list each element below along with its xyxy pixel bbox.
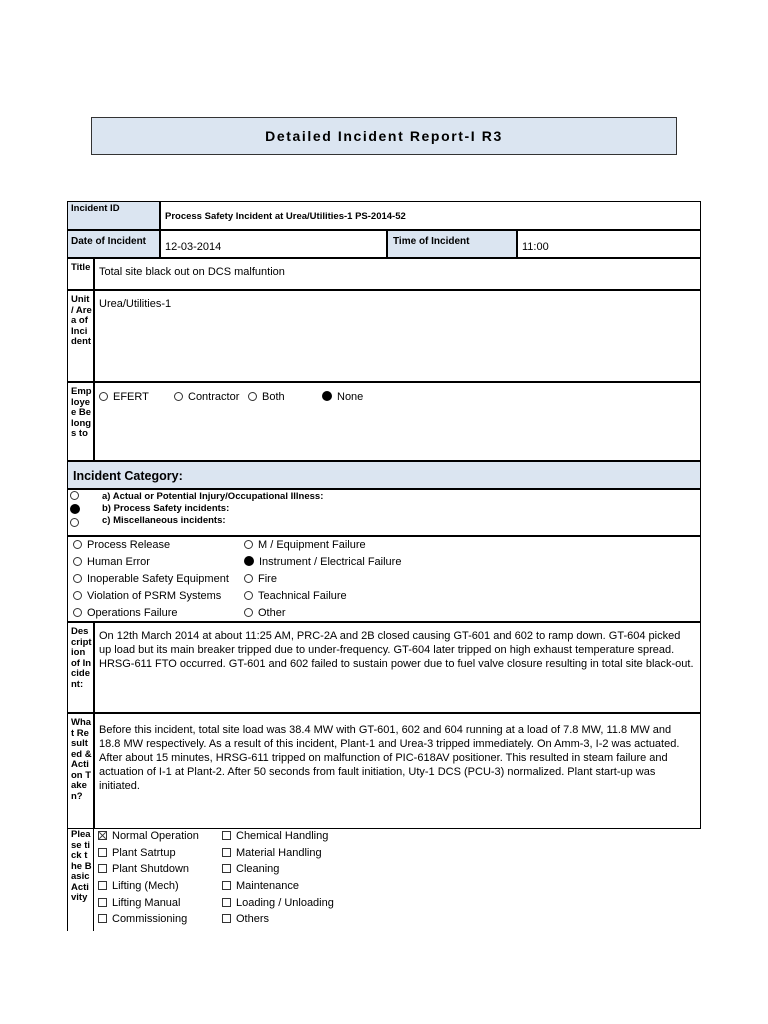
checkbox-icon [98, 898, 107, 907]
incident-category-header: Incident Category: [67, 461, 701, 489]
description-text[interactable]: On 12th March 2014 at about 11:25 AM, PRC-2A and 2B closed causing GT-601 and 602 to ramp down. GT-604 picked up load but its main breaker tripped due to under-frequency. GT-604 later tripped on high exhaust temperature spread. HRSG-611 FTO occurred. GT-601 and 602 failed to sustain power due to fuel valve closure resulting in total site black-out. [94, 622, 701, 713]
title-label: Title [67, 258, 94, 290]
category-c-label: c) Miscellaneous incidents: [102, 515, 226, 526]
activity-lifting-manual[interactable]: Lifting Manual [98, 897, 181, 910]
time-value[interactable]: 11:00 [517, 230, 701, 258]
radio-icon [174, 392, 183, 401]
type-violation-psrm[interactable]: Violation of PSRM Systems [73, 590, 221, 603]
type-human-error[interactable]: Human Error [73, 556, 150, 569]
results-label: What Resulted & Action Taken? [67, 713, 94, 829]
category-c-radio-icon[interactable] [70, 518, 79, 527]
employee-option-both[interactable]: Both [248, 391, 285, 404]
activity-normal-operation[interactable]: Normal Operation [98, 830, 199, 843]
type-technical-failure[interactable]: Teachnical Failure [244, 590, 347, 603]
checkbox-icon [222, 864, 231, 873]
checkbox-icon [222, 848, 231, 857]
radio-icon [73, 574, 82, 583]
employee-options [94, 382, 701, 461]
date-label: Date of Incident [67, 230, 160, 258]
activity-material-handling[interactable]: Material Handling [222, 847, 322, 860]
activity-chemical-handling[interactable]: Chemical Handling [222, 830, 328, 843]
radio-icon [248, 392, 257, 401]
checkbox-icon [98, 914, 107, 923]
type-inoperable-safety-equipment[interactable]: Inoperable Safety Equipment [73, 573, 229, 586]
activity-commissioning[interactable]: Commissioning [98, 913, 187, 926]
activity-maintenance[interactable]: Maintenance [222, 880, 299, 893]
description-label: Description of Incident: [67, 622, 94, 713]
radio-icon [244, 591, 253, 600]
checkbox-icon [98, 881, 107, 890]
checkbox-icon [222, 898, 231, 907]
radio-icon [244, 540, 253, 549]
radio-icon [244, 574, 253, 583]
employee-label: Employee Belongs to [67, 382, 94, 461]
activity-plant-startup[interactable]: Plant Satrtup [98, 847, 176, 860]
unit-label: Unit / Area of Incident [67, 290, 94, 382]
activity-lifting-mech[interactable]: Lifting (Mech) [98, 880, 179, 893]
radio-selected-icon [244, 556, 254, 566]
report-title: Detailed Incident Report-I R3 [91, 117, 677, 155]
incident-id-label: Incident ID [67, 201, 160, 230]
incident-id-value[interactable]: Process Safety Incident at Urea/Utilities-1 PS-2014-52 [160, 201, 701, 230]
category-a-radio-icon[interactable] [70, 491, 79, 500]
checkbox-icon [222, 881, 231, 890]
incident-type-options [67, 536, 701, 622]
basic-activity-label: Please tick the Basic Activity [67, 829, 94, 931]
radio-selected-icon [322, 391, 332, 401]
title-value[interactable]: Total site black out on DCS malfuntion [94, 258, 701, 290]
activity-plant-shutdown[interactable]: Plant Shutdown [98, 863, 189, 876]
category-b-radio-selected-icon[interactable] [70, 504, 80, 514]
category-a-label: a) Actual or Potential Injury/Occupational Illness: [102, 491, 324, 502]
radio-icon [99, 392, 108, 401]
type-fire[interactable]: Fire [244, 573, 277, 586]
category-b-label: b) Process Safety incidents: [102, 503, 230, 514]
radio-icon [244, 608, 253, 617]
activity-loading-unloading[interactable]: Loading / Unloading [222, 897, 334, 910]
employee-option-contractor[interactable]: Contractor [174, 391, 239, 404]
checkbox-icon [222, 831, 231, 840]
time-label: Time of Incident [387, 230, 517, 258]
incident-form [67, 201, 701, 931]
date-value[interactable]: 12-03-2014 [160, 230, 387, 258]
activity-cleaning[interactable]: Cleaning [222, 863, 279, 876]
basic-activity-options [94, 829, 701, 931]
radio-icon [73, 557, 82, 566]
checkbox-icon [98, 864, 107, 873]
type-instrument-electrical-failure[interactable]: Instrument / Electrical Failure [244, 556, 401, 569]
employee-option-efert[interactable]: EFERT [99, 391, 149, 404]
checkbox-icon [222, 914, 231, 923]
type-other[interactable]: Other [244, 607, 286, 620]
checkbox-icon [98, 848, 107, 857]
employee-option-none[interactable]: None [322, 391, 363, 404]
activity-others[interactable]: Others [222, 913, 269, 926]
radio-icon [73, 591, 82, 600]
type-equipment-failure[interactable]: M / Equipment Failure [244, 539, 366, 552]
unit-value[interactable]: Urea/Utilities-1 [94, 290, 701, 382]
results-text[interactable]: Before this incident, total site load was 38.4 MW with GT-601, 602 and 604 running at a load of 7.8 MW, 11.8 MW and 18.8 MW respectively. As a result of this incident, Plant-1 and Urea-3 tripped immediately. On Amm-3, I-2 was actuated. After about 15 minutes, HRSG-611 tripped on malfunction of PIC-618AV positioner. This resulted in steam failure and actuation of I-1 at Plant-2. After 50 seconds from fault initiation, Uty-1 DCS (PCU-3) normalized. Plant start-up was initiated. [94, 713, 701, 829]
radio-icon [73, 608, 82, 617]
type-process-release[interactable]: Process Release [73, 539, 170, 552]
incident-category-list [67, 489, 701, 536]
radio-icon [73, 540, 82, 549]
type-operations-failure[interactable]: Operations Failure [73, 607, 178, 620]
checkbox-checked-icon [98, 831, 107, 840]
